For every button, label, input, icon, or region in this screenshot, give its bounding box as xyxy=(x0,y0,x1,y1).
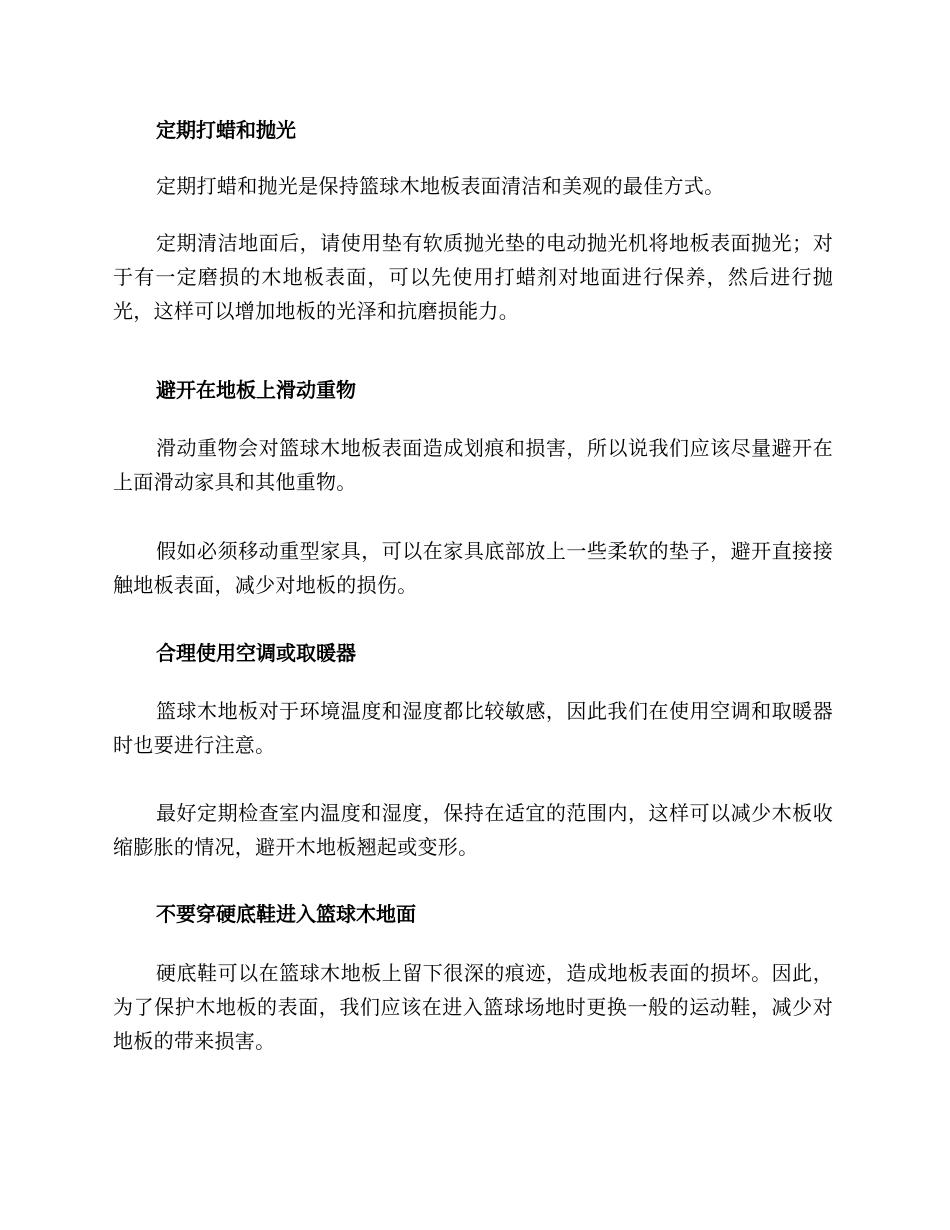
paragraph: 定期清洁地面后，请使用垫有软质抛光垫的电动抛光机将地板表面抛光；对于有一定磨损的木地板表面，可以先使用打蜡剂对地面进行保养，然后进行抛光，这样可以增加地板的光泽和抗磨损能力。 xyxy=(113,231,833,323)
paragraph: 定期打蜡和抛光是保持篮球木地板表面清洁和美观的最佳方式。 xyxy=(156,174,725,198)
paragraph: 假如必须移动重型家具，可以在家具底部放上一些柔软的垫子，避开直接接触地板表面，减少对地板的损伤。 xyxy=(113,539,833,597)
section-heading: 合理使用空调或取暖器 xyxy=(156,641,356,665)
section-heading: 避开在地板上滑动重物 xyxy=(156,378,356,402)
paragraph: 篮球木地板对于环境温度和湿度都比较敏感，因此我们在使用空调和取暖器时也要进行注意。 xyxy=(113,699,833,757)
section-heading: 定期打蜡和抛光 xyxy=(156,118,296,142)
paragraph: 硬底鞋可以在篮球木地板上留下很深的痕迹，造成地板表面的损坏。因此，为了保护木地板的表面，我们应该在进入篮球场地时更换一般的运动鞋，减少对地板的带来损害。 xyxy=(113,961,833,1053)
paragraph: 最好定期检查室内温度和湿度，保持在适宜的范围内，这样可以减少木板收缩膨胀的情况，避开木地板翘起或变形。 xyxy=(113,801,833,859)
paragraph: 滑动重物会对篮球木地板表面造成划痕和损害，所以说我们应该尽量避开在上面滑动家具和其他重物。 xyxy=(113,436,833,494)
section-heading: 不要穿硬底鞋进入篮球木地面 xyxy=(156,902,416,926)
